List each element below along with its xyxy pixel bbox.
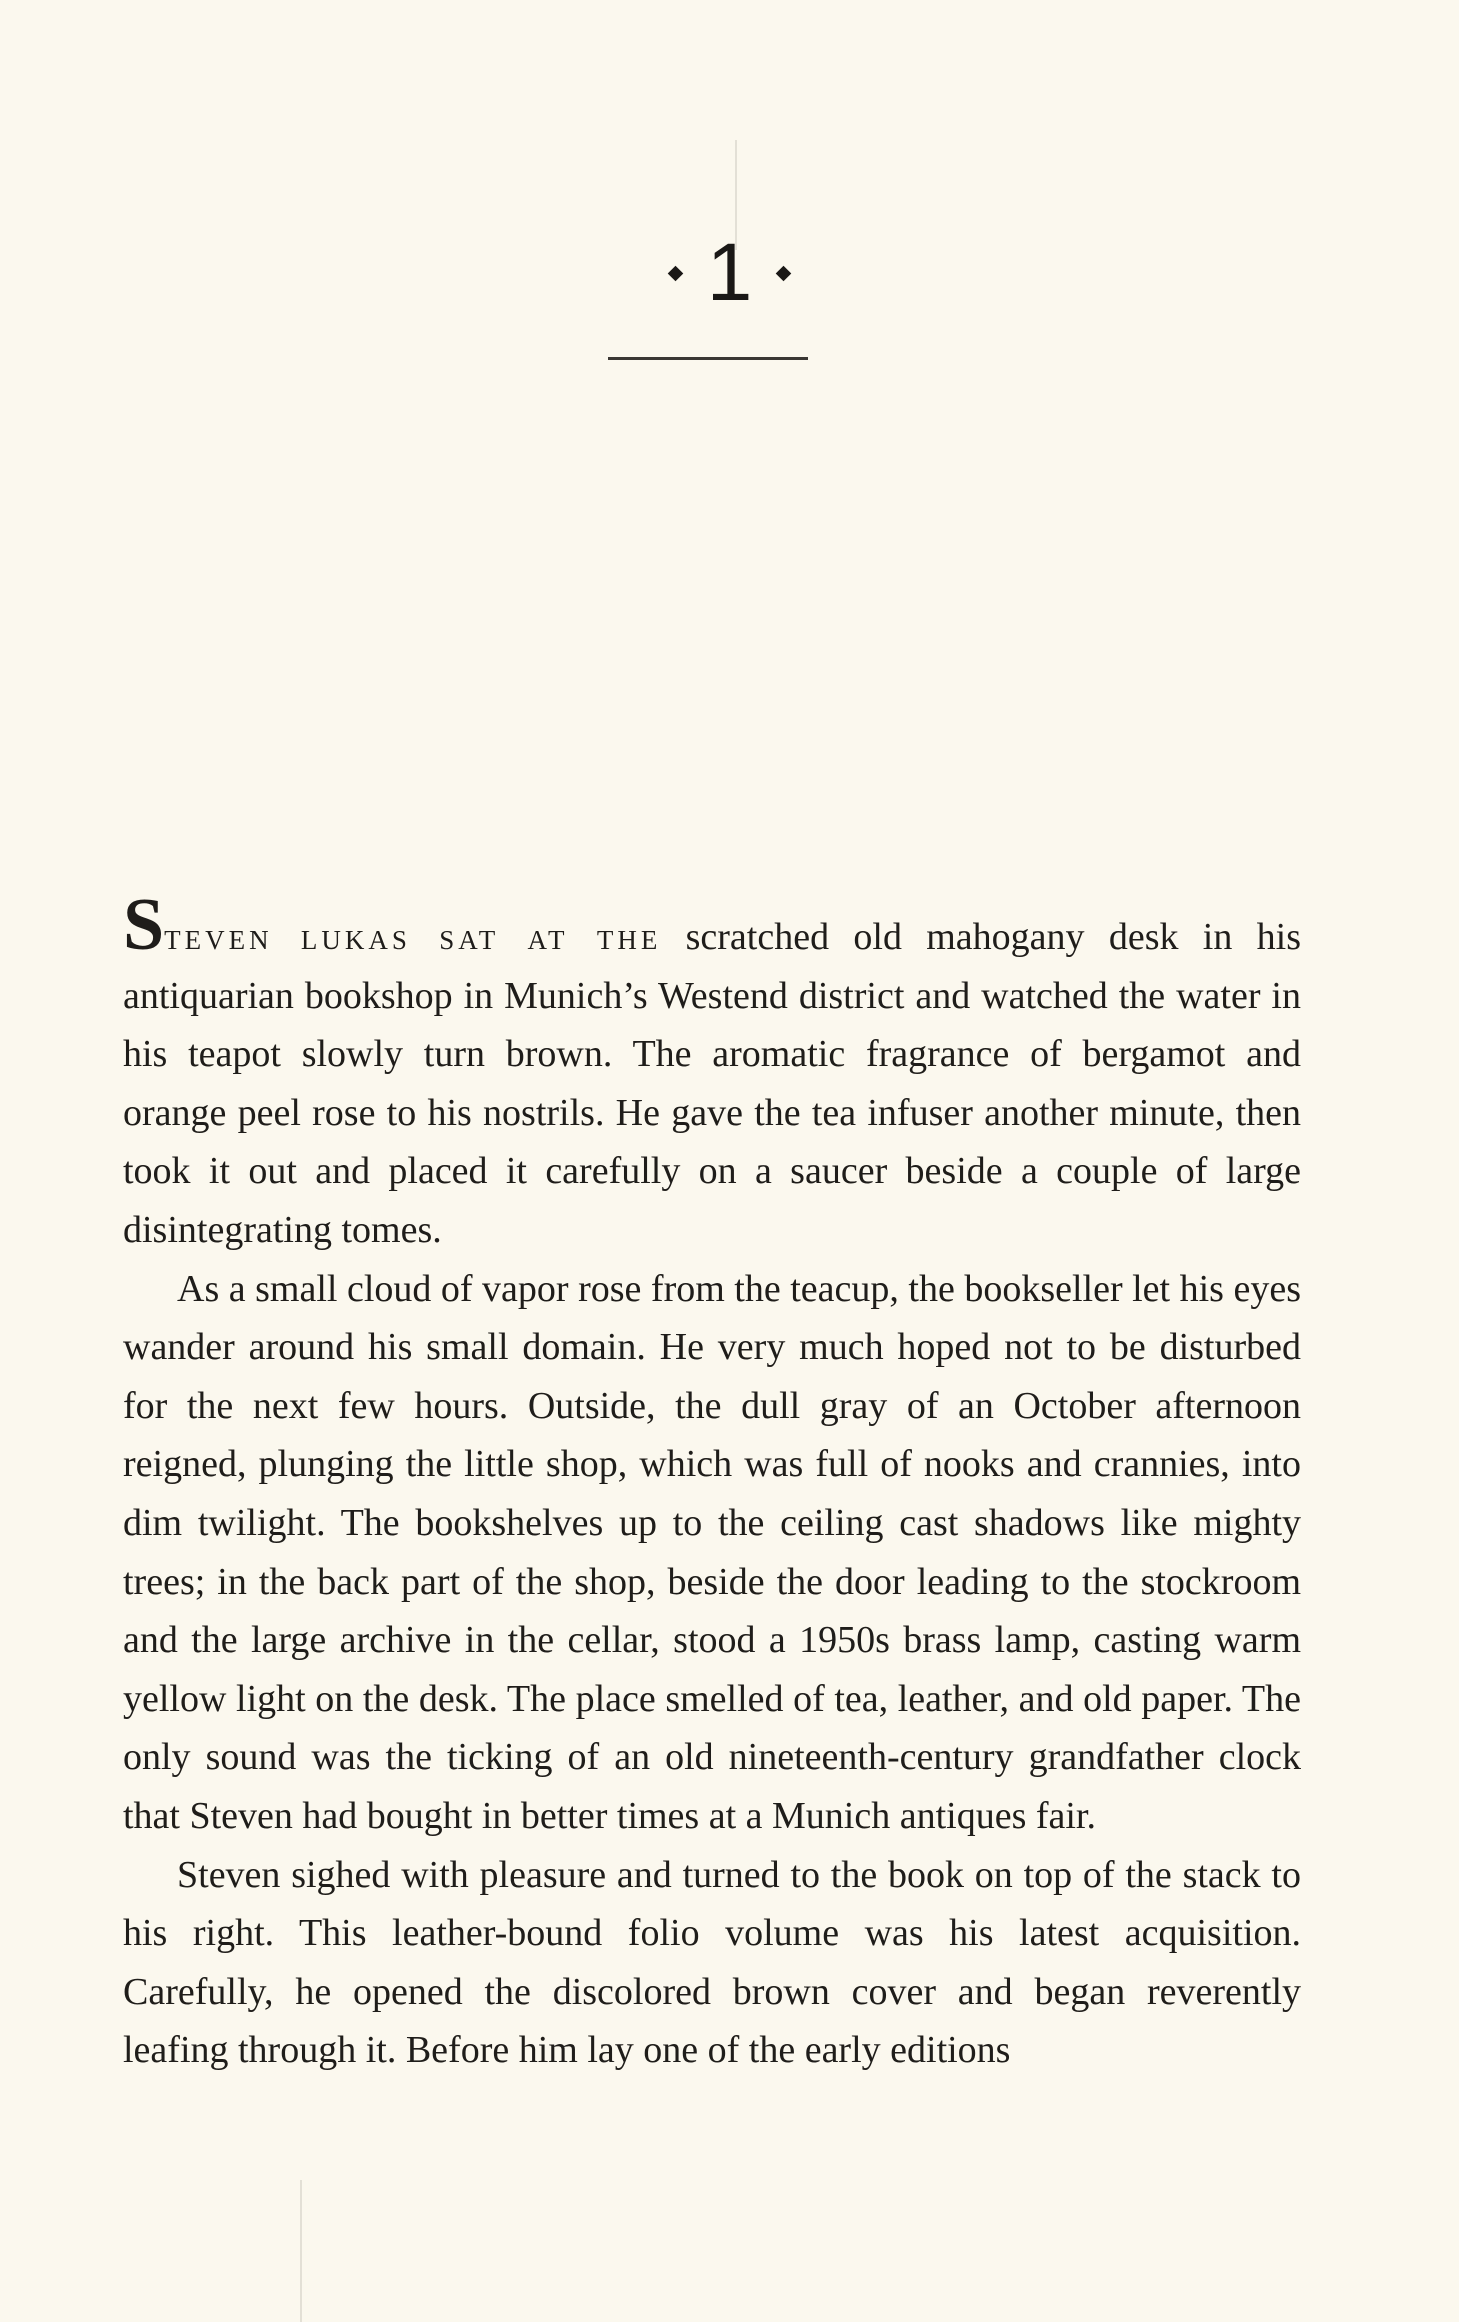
paragraph bbox=[123, 1846, 1301, 2080]
diamond-ornament-left-icon bbox=[667, 265, 683, 281]
paragraph bbox=[123, 1260, 1301, 1846]
chapter-number: 1 bbox=[706, 227, 753, 318]
drop-cap: S bbox=[123, 884, 165, 966]
paragraph-text: Steven sighed with pleasure and turned to the book on top of the stack to his right. This leather-bound folio volume was his latest acquisition. Carefully, he opened the discolored brown cover and began reverently leafing through it. Before him lay one of the early editions bbox=[123, 1853, 1301, 2072]
paragraph bbox=[123, 884, 1301, 1260]
opening-small-caps: teven lukas sat at the bbox=[164, 916, 662, 958]
chapter-number-row bbox=[670, 227, 790, 318]
paragraph-text: scratched old mahogany desk in his antiquarian bookshop in Munich’s Westend district and watched the water in his teapot slowly turn brown. The aromatic fragrance of bergamot and orange peel rose to his nostrils. He gave the tea infuser another minute, then took it out and placed it carefully on a saucer beside a couple of large disintegrating tomes. bbox=[123, 916, 1301, 1251]
scan-artifact-line bbox=[300, 2180, 302, 2322]
chapter-rule bbox=[608, 357, 808, 360]
chapter-heading bbox=[0, 227, 1459, 318]
diamond-ornament-right-icon bbox=[776, 265, 792, 281]
body-text bbox=[123, 884, 1301, 2080]
paragraph-text: As a small cloud of vapor rose from the teacup, the bookseller let his eyes wander around his small domain. He very much hoped not to be disturbed for the next few hours. Outside, the dull gray of an October afternoon reigned, plunging the little shop, which was full of nooks and crannies, into dim twilight. The bookshelves up to the ceiling cast shadows like mighty trees; in the back part of the shop, beside the door leading to the stockroom and the large archive in the cellar, stood a 1950s brass lamp, casting warm yellow light on the desk. The place smelled of tea, leather, and old paper. The only sound was the ticking of an old nineteenth-century grandfather clock that Steven had bought in better times at a Munich antiques fair. bbox=[123, 1267, 1301, 1837]
